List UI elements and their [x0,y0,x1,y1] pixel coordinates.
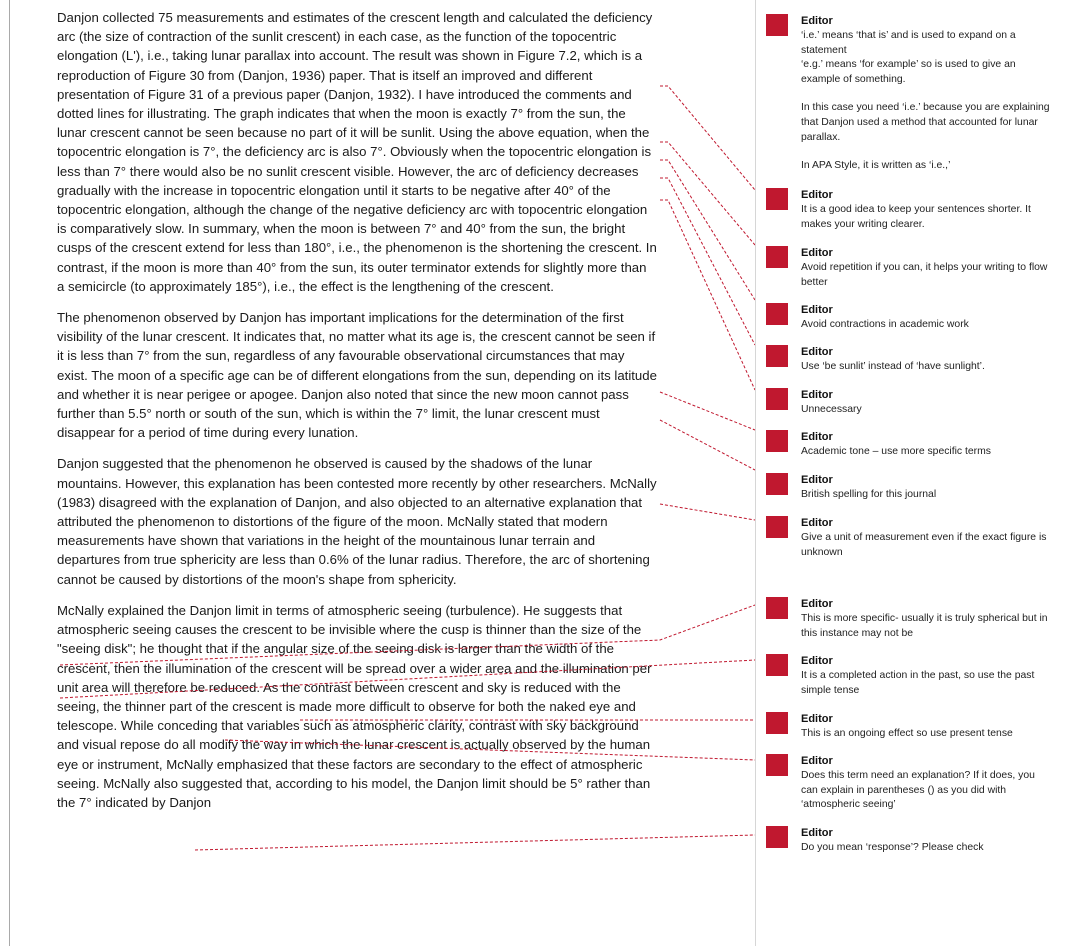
comment-text: This is more specific- usually it is truly spherical but in this instance may not be [801,613,1048,639]
comment-text: Does this term need an explanation? If it does, you can explain in parentheses () as you did with ‘atmospheric seeing’ [801,770,1035,811]
user-avatar-icon [766,597,788,619]
user-avatar-icon [766,188,788,210]
comment-text: In this case you need ‘i.e.’ because you are explaining that Danjon used a method that accounted for lunar parallax. [801,102,1050,143]
comment-text: Use ‘be sunlit’ instead of ‘have sunlight’. [801,361,985,372]
comment-text: Unnecessary [801,404,862,415]
leader-line [660,392,755,430]
user-avatar-icon [766,654,788,676]
comment-author: Editor [801,304,833,316]
paragraph-2: The phenomenon observed by Danjon has important implications for the determination of the first visibility of the lunar crescent. It indicates that, no matter what its age is, the crescent cannot be seen if it is less than 7° from the sun, regardless of any favourable observational circumstances that may exist. The moon of a specific age can be of different elongations from the sun, depending on its latitude and whether it is near perigee or apogee. Danjon also noted that since the new moon cannot pass further than 5.5° north or south of the sun, which is within the 7° limit, the lunar crescent must disappear for a period of time during every lunation. [57,310,657,441]
leader-line [660,142,755,245]
user-avatar-icon [766,473,788,495]
comments-pane[interactable] [755,0,1070,946]
comment-author: Editor [801,189,833,201]
comment-author: Editor [801,713,833,725]
user-avatar-icon [766,14,788,36]
left-margin-line [9,0,10,946]
comment-text: Academic tone – use more specific terms [801,446,991,457]
paragraph-1: Danjon collected 75 measurements and estimates of the crescent length and calculated the deficiency arc (the size of contraction of the sunlit crescent) in each case, as the function of the topocentric elongation (L'), i.e., taking lunar parallax into account. The result was shown in Figure 7.2, which is a reproduction of Figure 30 from (Danjon, 1936) paper. That is itself an improved and different presentation of Figure 31 of a previous paper (Danjon, 1932). I have introduced the comments and dotted lines for illustrating. The graph indicates that when the moon is exactly 7° from the sun, the lunar crescent cannot be seen because no part of it will be sunlit. Using the above equation, when the topocentric elongation is 7°, the deficiency arc is also 7°. Obviously when the topocentric elongation is less than 7° there would also be no sunlit crescent visible. However, the arc of deficiency decreases gradually with the increase in topocentric elongation until it starts to be negative after 40° of the topocentric elongation, although the change of the negative deficiency arc with topocentric elongation is comparatively slow. In summary, when the moon is between 7° and 40° from the sun, the bright cusps of the crescent extend for less than 180°, i.e., the phenomenon is the shortening the crescent. In contrast, if the moon is more than 40° from the sun, its outer terminator extends for slightly more than a semicircle (to approximately 185°), i.e., the effect is the lengthening of the crescent. [57,10,657,294]
paragraph-3: Danjon suggested that the phenomenon he observed is caused by the shadows of the lunar mountains. However, this explanation has been contested more recently by other researchers. McNally (1983) disagreed with the explanation of Danjon, and also objected to an alternative explanation that attributed the phenomenon to distortions of the figure of the moon. McNally stated that modern measurements have shown that variations in the height of the mountainous lunar terrain and departures from true sphericity are less than 0.6% of the lunar radius. Therefore, the arc of shortening cannot be caused by distortions of the moon's shape from sphericity. [57,456,657,587]
comment-text: Do you mean ‘response’? Please check [801,842,984,853]
leader-line [660,178,755,345]
paragraph-4: McNally explained the Danjon limit in terms of atmospheric seeing (turbulence). He suggests that atmospheric seeing causes the crescent to be invisible where the cusp is thinner than the size of the "seeing disk"; he thought that if the angular size of the seeing disk is larger than the width of the crescent, then the illumination of the crescent will be spread over a wider area and the illumination per unit area will therefore be reduced. As the contrast between crescent and sky is reduced with the seeing, the thinner part of the crescent is made more difficult to observe for both the naked eye and telescope. While conceding that variables such as atmospheric clarity, contrast with sky background and visual repose do all modify the way in which the lunar crescent is actually observed by the human eye or instrument, McNally emphasized that these factors are secondary to the effect of atmospheric seeing. McNally also suggested that, according to his model, the Danjon limit should be 5° rather than the 7° indicated by Danjon [57,602,652,810]
comment-text: Avoid repetition if you can, it helps your writing to flow better [801,262,1048,288]
user-avatar-icon [766,345,788,367]
user-avatar-icon [766,430,788,452]
comment-text: Give a unit of measurement even if the exact figure is unknown [801,532,1047,558]
leader-line [660,504,755,520]
comment-author: Editor [801,474,833,486]
comment-author: Editor [801,827,833,839]
comment-text: It is a completed action in the past, so use the past simple tense [801,670,1035,696]
comment-text: ‘e.g.’ means ‘for example’ so is used to give an example of something. [801,59,1016,85]
comment-author: Editor [801,431,833,443]
user-avatar-icon [766,388,788,410]
leader-line [195,835,755,850]
leader-line [660,420,755,470]
comment-author: Editor [801,755,833,767]
user-avatar-icon [766,516,788,538]
comment-text: British spelling for this journal [801,489,937,500]
comment-author: Editor [801,655,833,667]
document-body[interactable] [57,8,657,824]
comment-author: Editor [801,247,833,259]
user-avatar-icon [766,712,788,734]
comment-text: It is a good idea to keep your sentences shorter. It makes your writing clearer. [801,204,1031,230]
user-avatar-icon [766,754,788,776]
user-avatar-icon [766,303,788,325]
user-avatar-icon [766,826,788,848]
user-avatar-icon [766,246,788,268]
leader-line [660,160,755,300]
comment-author: Editor [801,598,833,610]
comment-author: Editor [801,517,833,529]
leader-line [660,86,755,190]
comment-text: Avoid contractions in academic work [801,319,969,330]
comment-author: Editor [801,15,833,27]
leader-line [660,200,755,390]
comment-text: In APA Style, it is written as ‘i.e.,’ [801,160,951,172]
comment-text: ‘i.e.’ means ‘that is’ and is used to expand on a statement [801,30,1016,56]
comment-text: This is an ongoing effect so use present tense [801,728,1013,739]
comment-author: Editor [801,346,833,358]
comment-author: Editor [801,389,833,401]
